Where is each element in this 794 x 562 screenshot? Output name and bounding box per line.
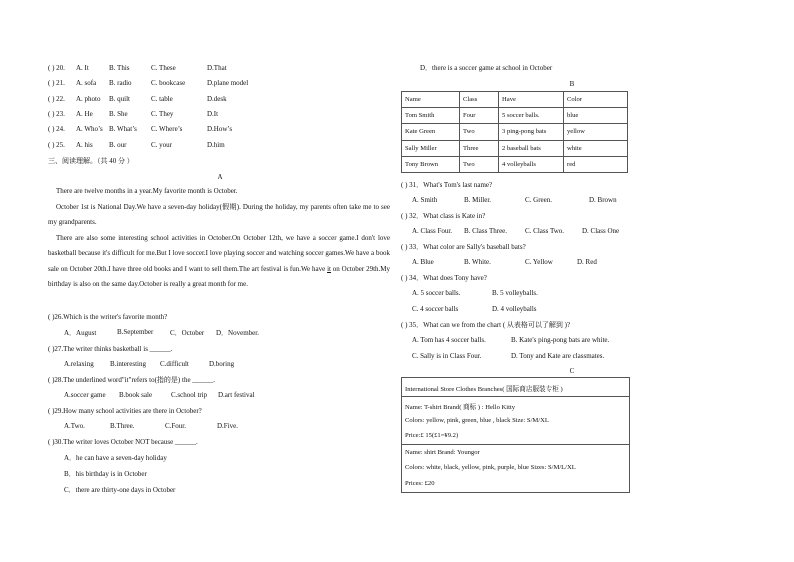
option-a: A. his (76, 140, 93, 149)
option-a: A. It (76, 64, 89, 72)
answer-option: B. Miller. (464, 196, 492, 204)
item2-price: Prices: £20 (405, 480, 435, 487)
table-cell: Four (460, 108, 499, 124)
table-cell: 3 ping-pong bats (499, 124, 564, 140)
answer-option: C.Four. (165, 422, 187, 430)
table-row (402, 124, 628, 140)
answer-option: A.soccer game (64, 391, 106, 399)
answer-option: A.relaxing (64, 360, 94, 368)
table-cell: Sally Miller (402, 140, 460, 156)
option-a: A. Who’s (76, 125, 103, 134)
passage-c-title: International Store Clothes Branches( 国际商店服装专柜 ) (405, 386, 563, 393)
table-cell: Tony Brown (402, 156, 460, 172)
answer-option: B．his birthday is in October (64, 470, 147, 478)
option-c: C. They (151, 109, 174, 118)
table-cell: yellow (564, 124, 628, 140)
answer-option: C. Class Two. (525, 227, 565, 235)
answer-option: A．August (64, 329, 97, 337)
question-number: ( ) 20. (48, 64, 65, 72)
question-stem: ( ) 31．What's Tom's last name? (401, 181, 493, 189)
item2-name: Name: shirt Brand: Youngor (405, 449, 480, 456)
answer-option: C.school trip (171, 391, 208, 399)
answer-option: D.Five. (217, 422, 238, 430)
question-number: ( ) 24. (48, 125, 65, 134)
question-stem: ( )29.How many school activities are there in October? (48, 407, 202, 415)
table-cell: 4 volleyballs (499, 156, 564, 172)
table-cell: Two (460, 156, 499, 172)
answer-option: A. Tom has 4 soccer balls. (412, 336, 486, 344)
option-d: D.It (207, 109, 219, 118)
passage-a-text-part: There are also some interesting school activities in October.On October 12th, we have a soccer game.I don't love basketball because it's difficult for me.But I love soccer.I love playing soccer and watching soccer games.We have a book sale on October 20th.I have three old books and I want to sell them.The art festival is fun.We have (48, 233, 390, 273)
question-number: ( ) 21. (48, 79, 65, 88)
underlined-word-it: it (327, 264, 331, 273)
question-stem: ( )30.The writer loves October NOT because ______. (48, 438, 198, 446)
answer-option: D. Class One (582, 227, 620, 235)
question-stem: ( )27.The writer thinks basketball is ______. (48, 345, 173, 353)
table-cell: 2 baseball bats (499, 140, 564, 156)
option-d: D.desk (207, 94, 227, 103)
answer-option: C. Yellow (525, 258, 553, 266)
option-c: C. table (151, 94, 173, 103)
option-a: A. sofa (76, 79, 97, 88)
item1-name: Name: T-shirt Brand( 商标 ) : Hello Kitty (405, 404, 516, 411)
passage-a-paragraph-1: There are twelve months in a year.My favorite month is October. (56, 187, 238, 195)
section-title: 三、阅读理解。（共 40 分 ） (48, 157, 134, 165)
question-stem: ( ) 33．What color are Sally's baseball bats? (401, 243, 526, 251)
table-row (402, 156, 628, 172)
answer-option: C．October (170, 329, 205, 337)
divider (402, 396, 629, 397)
option-d: D.plane model (207, 79, 249, 88)
passage-b-table (401, 91, 628, 173)
answer-option: B. 5 volleyballs. (492, 289, 538, 297)
option-b: B. our (109, 140, 127, 149)
option-d: D.That (207, 64, 227, 72)
answer-option: D. Tony and Kate are classmates. (511, 351, 605, 360)
answer-option: D.art festival (218, 391, 255, 399)
table-header-cell: Color (564, 92, 628, 108)
table-cell: Three (460, 140, 499, 156)
divider (402, 444, 629, 445)
passage-c-box (401, 377, 630, 493)
table-header-cell: Have (499, 92, 564, 108)
option-b: B. This (109, 64, 130, 72)
table-row (402, 140, 628, 156)
table-cell: red (564, 156, 628, 172)
item1-colors: Colors: yellow, pink, green, blue , black Size: S/M/XL (405, 417, 549, 424)
passage-a-label: A (217, 173, 223, 181)
answer-option: B. White. (464, 258, 491, 266)
answer-option: A. Class Four. (412, 227, 453, 235)
answer-option: C. Green. (525, 196, 553, 204)
answer-option: B. Class Three. (464, 227, 508, 235)
answer-option: B.interesting (110, 360, 146, 368)
answer-option: C.difficult (160, 360, 189, 368)
q30-option-d: D．there is a soccer game at school in October (420, 64, 553, 72)
answer-option: D. 4 volleyballs (492, 304, 537, 313)
answer-option: C．there are thirty-one days in October (64, 486, 176, 494)
passage-b-label: B (569, 80, 575, 88)
answer-option: D. Red (577, 258, 597, 266)
table-cell: blue (564, 108, 628, 124)
table-header-cell: Class (460, 92, 499, 108)
answer-option: A. Blue (412, 258, 434, 266)
question-stem: ( )26.Which is the writer's favorite month? (48, 313, 168, 321)
answer-option: D. Brown (589, 196, 617, 204)
question-number: ( ) 23. (48, 109, 65, 118)
item2-colors: Colors: white, black, yellow, pink, purple, blue Sizes: S/M/L/XL (405, 464, 576, 471)
option-d: D.him (207, 140, 225, 149)
passage-a-text (48, 184, 390, 293)
table-header-row (402, 92, 628, 108)
answer-option: B. Kate's ping-pong bats are white. (511, 336, 610, 344)
answer-option: A.Two. (64, 422, 85, 430)
question-number: ( ) 22. (48, 94, 65, 103)
question-stem: ( )28.The underlined word"it"refers to(指的是) the ______. (48, 376, 216, 384)
option-b: B. She (109, 109, 128, 118)
option-a: A. He (76, 109, 93, 118)
table-cell: white (564, 140, 628, 156)
answer-option: B.book sale (119, 391, 153, 399)
passage-a-paragraph-3 (48, 231, 390, 293)
passage-a-text-part: on October 29th.My birthday is also on the same day.October is really a great month for me. (48, 264, 390, 288)
answer-option: A．he can have a seven-day holiday (64, 454, 167, 462)
option-a: A. photo (76, 94, 101, 103)
option-b: B. quilt (109, 94, 131, 103)
option-c: C. bookcase (151, 79, 186, 88)
option-b: B. radio (109, 79, 132, 88)
question-number: ( ) 25. (48, 140, 65, 149)
passage-a-paragraph-2: October 1st is National Day.We have a seven-day holiday(假期). During the holiday, my parents often take me to see my grandparents. (48, 202, 390, 226)
question-stem: ( ) 35．What can we from the chart ( 从表格可以了解到 )? (401, 321, 571, 329)
option-b: B. What’s (109, 125, 137, 134)
table-row (402, 108, 628, 124)
answer-option: A. Smith (412, 196, 438, 204)
table-cell: 5 soccer balls. (499, 108, 564, 124)
option-d: D.How’s (207, 125, 233, 134)
question-stem: ( ) 32．What class is Kate in? (401, 212, 486, 220)
table-cell: Tom Smith (402, 108, 460, 124)
answer-option: C. 4 soccer balls (412, 304, 459, 313)
option-c: C. These (151, 64, 176, 72)
answer-option: D．November. (216, 329, 259, 337)
table-header-cell: Name (402, 92, 460, 108)
answer-option: B.September (117, 328, 154, 336)
question-stem: ( ) 34．What does Tony have? (401, 274, 487, 282)
table-cell: Kate Green (402, 124, 460, 140)
passage-c-label: C (569, 367, 575, 375)
answer-option: B.Three. (110, 422, 135, 430)
answer-option: D.boring (209, 360, 235, 368)
answer-option: A. 5 soccer balls. (412, 289, 461, 297)
table-cell: Two (460, 124, 499, 140)
option-c: C. your (151, 140, 172, 149)
option-c: C. Where’s (151, 125, 183, 134)
answer-option: C. Sally is in Class Four. (412, 351, 482, 360)
item1-price: Price:£ 15(£1=¥9.2) (405, 432, 459, 439)
